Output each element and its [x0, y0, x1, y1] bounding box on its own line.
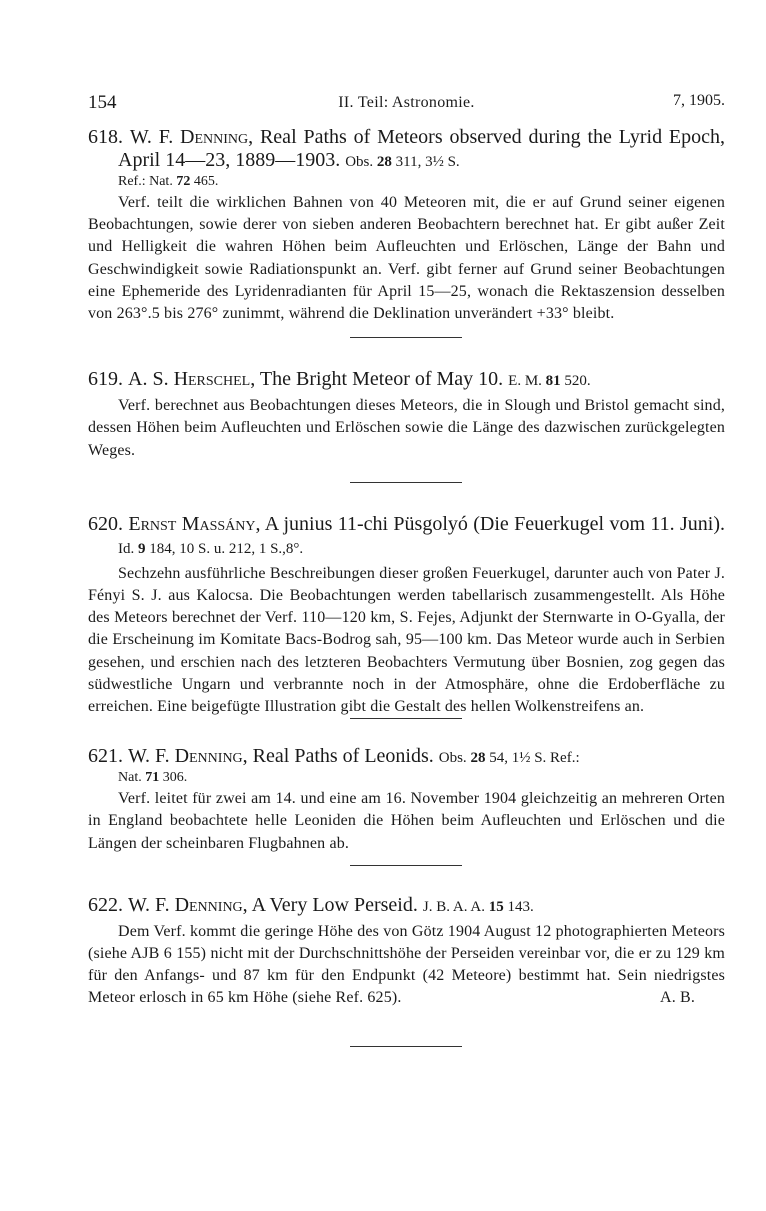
entry-text: Verf. teilt die wirklichen Bahnen von 40 Meteoren mit, die er auf Grund seiner eigenen Beobachtungen, sowie derer von sieben anderen Beobachtern berechnet hat. Er gibt außer Zeit und Helligkeit die wahren Höhen beim Aufleuchten und Erlöschen, Länge der Bahn und Geschwindigkeit sowie Radiationspunkt an. Verf. gibt ferner auf Grund seiner Beobachtungen eine Ephemeride des Lyridenradianten für April 15—25, wonach die Rektaszension desselben von 263°.5 bis 276° zunimmt, während die Deklination unverändert +33° bleibt.	[88, 194, 725, 323]
entry-number: 621.	[88, 745, 123, 768]
issue-number: 7, 1905.	[673, 92, 725, 109]
entry-author: A. S. Herschel,	[128, 368, 256, 391]
entry-619	[88, 368, 725, 462]
separator-rule	[350, 482, 462, 483]
entry-621	[88, 745, 725, 855]
separator-rule	[350, 718, 462, 719]
entry-text: Dem Verf. kommt die geringe Höhe des von Götz 1904 August 12 photographierten Meteors (siehe AJB 6 155) nicht mit der Durchschnittshöhe der Perseiden vereinbar vor, die er zu 129 km für den Anfangs- und 87 km für den Endpunkt (42 Meteore) bestimmt hat. Sein niedrigstes Meteor erlosch in 65 km Höhe (siehe Ref. 625). A. B.	[88, 921, 725, 1010]
page-number: 154	[88, 92, 117, 113]
entry-620	[88, 513, 725, 718]
entry-heading	[88, 894, 725, 919]
entry-heading	[88, 368, 725, 393]
entry-reference: Nat. 71 306.	[118, 770, 188, 786]
entry-title: A Very Low Perseid.	[251, 893, 418, 916]
entry-title: Real Paths of Meteors observed during the Lyrid Epoch, April 14—23, 1889—1903.	[118, 126, 726, 171]
entry-heading	[88, 126, 725, 174]
separator-rule	[350, 865, 462, 866]
entry-author: W. F. Denning,	[129, 126, 254, 148]
separator-rule	[350, 1046, 462, 1047]
entry-title: A junius 11-chi Püsgolyó (Die Feuerkugel vom 11. Juni).	[264, 512, 725, 535]
entry-reference: Ref.: Nat. 72 465.	[118, 174, 219, 189]
entry-source: Obs. 28 311, 3½ S.	[345, 154, 460, 170]
entry-source: Obs. 28 54, 1½ S. Ref.:	[438, 750, 580, 767]
entry-author: W. F. Denning,	[128, 893, 248, 916]
entry-text: Verf. berechnet aus Beobachtungen dieses Meteors, die in Slough und Bristol gemacht sind, dessen Höhen beim Aufleuchten und Erlöschen sowie die Länge des dazwischen zurückgelegten Weges.	[88, 397, 725, 459]
entry-source: Id. 9 184, 10 S. u. 212, 1 S.,8°.	[118, 540, 304, 557]
entry-number: 622.	[88, 893, 123, 916]
running-head	[88, 92, 725, 118]
entry-heading	[88, 513, 725, 561]
entry-number: 618.	[88, 126, 123, 148]
entry-622	[88, 894, 725, 1010]
entry-author: Ernst Massány,	[128, 512, 261, 535]
entry-number: 619.	[88, 368, 123, 391]
entry-618	[88, 126, 725, 325]
separator-rule	[350, 337, 462, 338]
entry-text: Sechzehn ausführliche Beschreibungen dieser großen Feuerkugel, darunter auch von Pater J. Fényi S. J. aus Kalocsa. Die Beobachtungen werden tabellarisch zusammengestellt. Als Höhe des Meteors berechnet der Verf. 110—120 km, S. Fejes, Adjunkt der Sternwarte in O-Gyalla, der die Erscheinung im Komitate Bacs-Bodrog sah, 95—100 km. Das Meteor wurde auch in Serbien gesehen, und erschien nach des letzteren Beobachters Vermutung über Bosnien, zog gegen das südwestliche Ungarn und verbrannte noch in der Atmosphäre, ohne die Erdoberfläche zu erreichen. Eine beigefügte Illustration gibt die Gestalt des hellen Wolkenstreifens an.	[88, 564, 725, 716]
entry-author: W. F. Denning,	[128, 745, 248, 768]
page	[88, 92, 725, 1047]
entry-heading	[88, 745, 725, 770]
entry-title: The Bright Meteor of May 10.	[259, 368, 504, 391]
reviewer-signature: A. B.	[660, 989, 695, 1007]
entry-source: E. M. 81 520.	[508, 373, 591, 390]
entry-number: 620.	[88, 512, 123, 535]
entry-text: Verf. leitet für zwei am 14. und eine am 16. November 1904 gleichzeitig an mehreren Orten in England beobachtete helle Leoniden die Höhen beim Aufleuchten und Erlöschen und die Längen der scheinbaren Flugbahnen ab.	[88, 790, 725, 852]
entry-title: Real Paths of Leonids.	[252, 745, 434, 768]
section-title: II. Teil: Astronomie.	[338, 94, 475, 111]
entry-source: J. B. A. A. 15 143.	[422, 898, 534, 915]
